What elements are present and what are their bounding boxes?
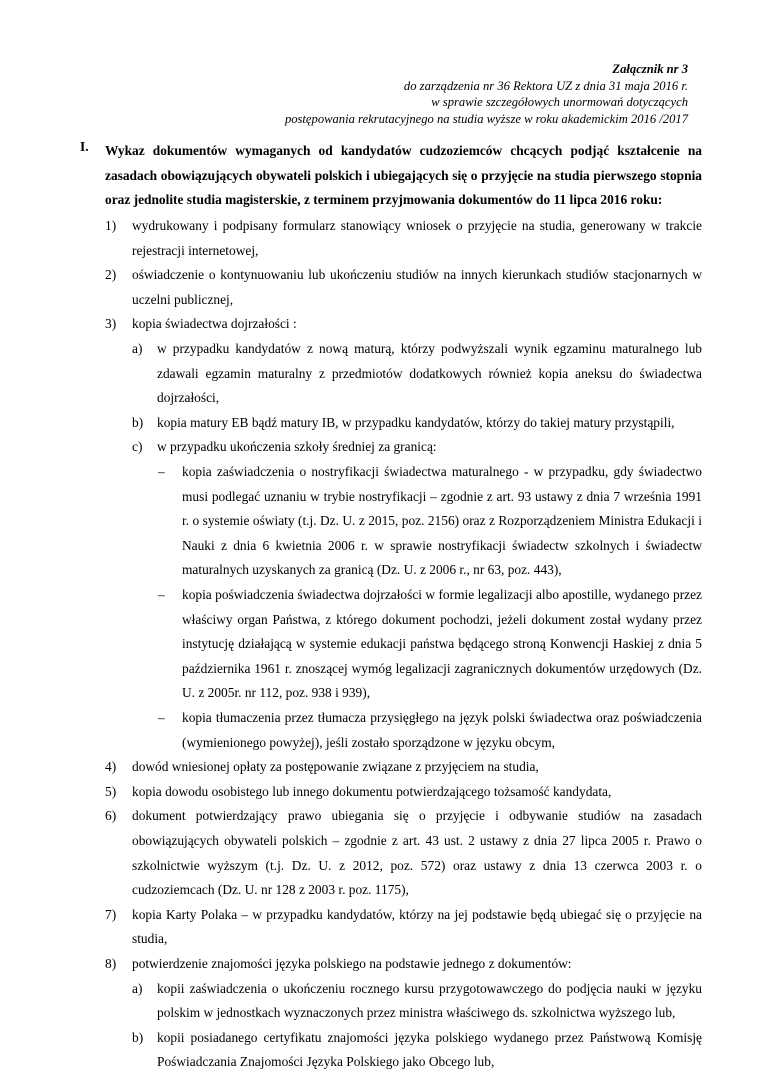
list-subitem: [80, 411, 702, 436]
item-text: dokument potwierdzający prawo ubiegania się o przyjęcie i odbywanie studiów na zasadach obowiązujących obywateli polskich – zgodnie z art. 43 ust. 2 ustawy z dnia 27 lipca 2005 r. Prawo o szkolnictwie wyższym (t.j. Dz. U. z 2012, poz. 572) oraz ustawy z dnia 13 czerwca 2003 r. o cudzoziemcach (Dz. U. nr 128 z 2003 r. poz. 1175),: [132, 808, 702, 898]
subitem-letter: a): [132, 980, 143, 996]
item-number: 5): [105, 783, 117, 799]
item-number: 1): [105, 218, 117, 234]
list-subitem: [80, 1026, 702, 1075]
item-text: oświadczenie o kontynuowaniu lub ukończeniu studiów na innych kierunkach studiów stacjonarnych w uczelni publicznej,: [132, 267, 702, 307]
list-item: [80, 312, 702, 337]
subitem-text: w przypadku kandydatów z nową maturą, którzy podwyższali wynik egzaminu maturalnego lub zdawali egzamin maturalny z przedmiotów dodatkowych również kopia aneksu do świadectwa dojrzałości,: [157, 341, 702, 406]
item-number: 4): [105, 759, 117, 775]
bullet-text: kopia tłumaczenia przez tłumacza przysięgłego na język polski świadectwa oraz poświadczenia (wymienionego powyżej), jeśli zostało sporządzone w języku obcym,: [182, 709, 702, 750]
section-heading: Wykaz dokumentów wymaganych od kandydatów cudzoziemców chcących podjąć kształcenie na zasadach obowiązujących obywateli polskich i ubiegających się o przyjęcie na studia pierwszego stopnia oraz jednolite studia magisterskie, z terminem przyjmowania dokumentów do 11 lipca 2016 roku:: [105, 143, 702, 208]
header-line-2: w sprawie szczegółowych unormowań dotyczących: [431, 95, 688, 110]
subitem-letter: b): [132, 414, 144, 430]
list-bullet: [80, 706, 702, 755]
section-1: [80, 139, 702, 1075]
list-item: [80, 755, 702, 780]
item-text: dowód wniesionej opłaty za postępowanie związane z przyjęciem na studia,: [132, 759, 539, 775]
list-item: [80, 903, 702, 952]
item-number: 7): [105, 906, 117, 922]
list-subitem: [80, 977, 702, 1026]
dash-bullet: –: [158, 709, 165, 725]
list-subitem: [80, 435, 702, 460]
item-text: potwierdzenie znajomości języka polskiego na podstawie jednego z dokumentów:: [132, 955, 572, 971]
dash-bullet: –: [158, 587, 165, 603]
item-text: kopia dowodu osobistego lub innego dokumentu potwierdzającego tożsamość kandydata,: [132, 783, 612, 799]
dash-bullet: –: [158, 464, 165, 480]
list-item: [80, 780, 702, 805]
attachment-title: Załącznik nr 3: [612, 62, 688, 76]
header-line-1: do zarządzenia nr 36 Rektora UZ z dnia 31 maja 2016 r.: [403, 78, 688, 93]
item-text: wydrukowany i podpisany formularz stanowiący wniosek o przyjęcie na studia, generowany w trakcie rejestracji internetowej,: [132, 218, 702, 258]
subitem-text: kopii zaświadczenia o ukończeniu rocznego kursu przygotowawczego do podjęcia nauki w języku polskim w jednostkach wyznaczonych przez ministra właściwego ds. szkolnictwa wyższego lub,: [157, 980, 702, 1021]
list-item: [80, 214, 702, 263]
subitem-text: kopii posiadanego certyfikatu znajomości języka polskiego wydanego przez Państwową Komisję Poświadczania Znajomości Języka Polskiego jako Obcego lub,: [157, 1029, 702, 1070]
list-item: [80, 263, 702, 312]
list-item: [80, 952, 702, 977]
item-number: 3): [105, 316, 117, 332]
subitem-letter: b): [132, 1029, 144, 1045]
header-line-3: postępowania rekrutacyjnego na studia wyższe w roku akademickim 2016 /2017: [284, 111, 688, 126]
item-number: 6): [105, 808, 117, 824]
list-subitem: [80, 337, 702, 411]
document-header: [285, 61, 688, 127]
list-bullet: [80, 583, 702, 706]
list-bullet: [80, 460, 702, 583]
list-item: [80, 804, 702, 902]
bullet-text: kopia poświadczenia świadectwa dojrzałości w formie legalizacji albo apostille, wydanego przez właściwy organ Państwa, z którego dokument pochodzi, jeżeli dokument został wydany przez instytucję działającą w systemie edukacji państwa będącego stroną Konwencji Haskiej z dnia 5 października 1961 r. znoszącej wymóg legalizacji zagranicznych dokumentów urzędowych (Dz. U. z 2005r. nr 112, poz. 938 i 939),: [182, 587, 702, 701]
subitem-text: kopia matury EB bądź matury IB, w przypadku kandydatów, którzy do takiej matury przystąpili,: [157, 414, 675, 430]
document-list: [80, 214, 702, 1075]
subitem-letter: a): [132, 341, 143, 357]
bullet-text: kopia zaświadczenia o nostryfikacji świadectwa maturalnego - w przypadku, gdy świadectwo musi podlegać uznaniu w trybie nostryfikacji – zgodnie z art. 93 ustawy z dnia 7 września 1991 r. o systemie oświaty (t.j. Dz. U. z 2015, poz. 2156) oraz z Rozporządzeniem Ministra Edukacji i Nauki z dnia 6 kwietnia 2006 r. w sprawie nostryfikacji świadectw szkolnych i świadectw maturalnych uzyskanych za granicą (Dz. U. z 2006 r., nr 63, poz. 443),: [182, 464, 702, 578]
item-number: 2): [105, 267, 117, 283]
item-text: kopia świadectwa dojrzałości :: [132, 316, 297, 332]
subitem-letter: c): [132, 439, 143, 455]
subitem-text: w przypadku ukończenia szkoły średniej za granicą:: [157, 439, 437, 455]
item-text: kopia Karty Polaka – w przypadku kandydatów, którzy na jej podstawie będą ubiegać się o przyjęcie na studia,: [132, 906, 702, 947]
item-number: 8): [105, 955, 117, 971]
section-number: I.: [80, 139, 89, 154]
